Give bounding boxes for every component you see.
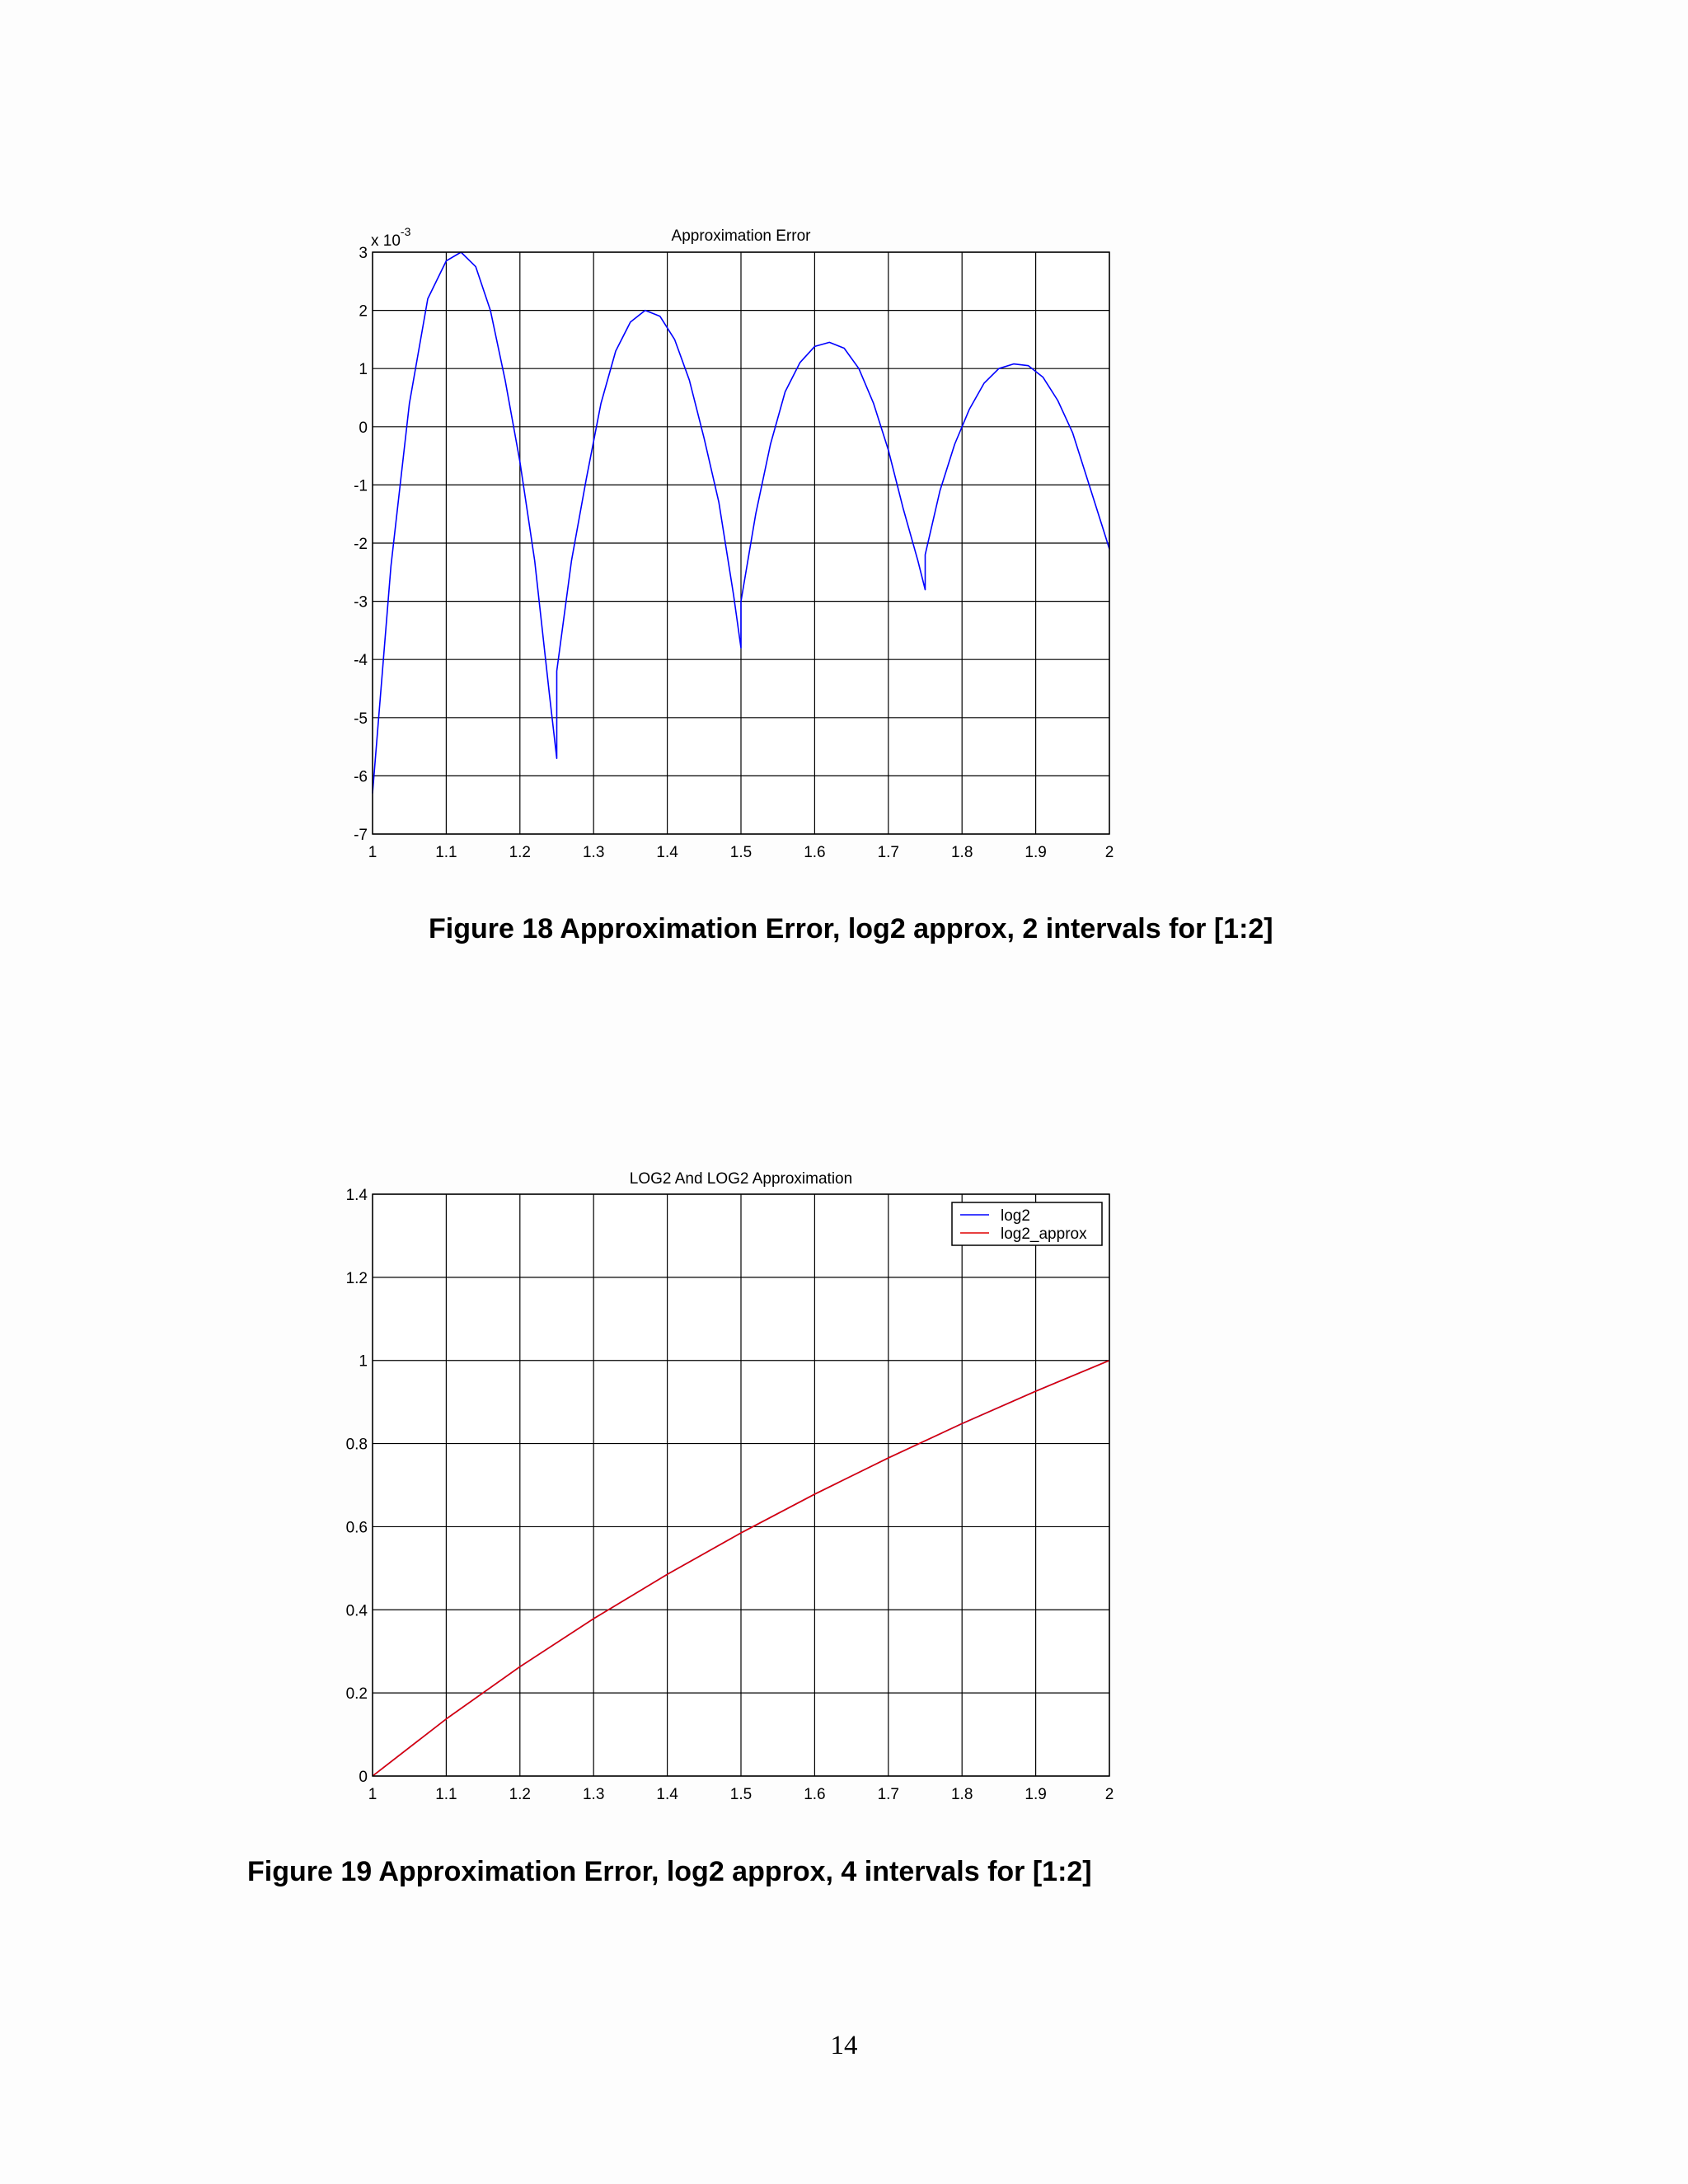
y-tick-label: 0.4: [345, 1602, 368, 1620]
y-tick-label: 1: [359, 361, 368, 379]
x-tick-label: 2: [1104, 1786, 1114, 1803]
x-tick-label: 1.6: [804, 1786, 826, 1803]
x-tick-label: 1.3: [582, 844, 605, 861]
y-multiplier: x $10^{-3}$: [371, 225, 411, 250]
y-tick-label: 3: [359, 245, 368, 262]
x-tick-label: 1.3: [582, 1786, 605, 1803]
x-tick-label: 1.4: [656, 844, 678, 861]
y-tick-label: -7: [354, 827, 368, 844]
x-tick-label: 1.4: [656, 1786, 678, 1803]
page-number: 14: [830, 2031, 858, 2060]
x-tick-label: 1.5: [729, 844, 753, 861]
y-tick-label: 0: [359, 1769, 368, 1786]
y-tick-label: -1: [354, 477, 368, 495]
y-tick-label: -5: [354, 710, 368, 728]
figure-18-caption: Figure 18 Approximation Error, log2 approx, 2 intervals for [1:2]: [429, 913, 1273, 944]
legend-label-log2: log2: [1001, 1207, 1030, 1225]
x-tick-label: 1.7: [877, 844, 900, 861]
x-tick-label: 1.9: [1025, 1786, 1047, 1803]
chart-title: LOG2 And LOG2 Approximation: [629, 1170, 853, 1188]
x-tick-label: 1.5: [729, 1786, 753, 1803]
y-tick-label: 1: [359, 1352, 368, 1371]
y-tick-label: 0.2: [345, 1685, 368, 1704]
y-tick-label: 1.4: [345, 1187, 368, 1204]
x-tick-label: 1.9: [1025, 844, 1047, 861]
y-tick-label: -2: [354, 536, 368, 553]
x-tick-label: 1.8: [950, 844, 973, 861]
x-tick-label: 1.1: [435, 844, 457, 861]
y-tick-label: 0.6: [345, 1519, 368, 1537]
x-tick-label: 1.8: [950, 1786, 973, 1803]
y-tick-label: 0: [359, 419, 368, 437]
legend-label-log2-approx: log2_approx: [1001, 1226, 1087, 1243]
x-tick-label: 1.7: [877, 1786, 900, 1803]
x-tick-label: 1.6: [804, 844, 826, 861]
x-tick-label: 1: [368, 1786, 377, 1803]
y-tick-label: 1.2: [345, 1269, 368, 1287]
y-tick-label: -3: [354, 593, 368, 612]
figure-19-caption: Figure 19 Approximation Error, log2 approx, 4 intervals for [1:2]: [247, 1856, 1092, 1887]
y-tick-label: 2: [359, 302, 368, 321]
x-tick-label: 1.2: [509, 844, 532, 861]
y-tick-label: -6: [354, 768, 368, 786]
x-tick-label: 2: [1104, 844, 1114, 861]
x-tick-label: 1.2: [509, 1786, 532, 1803]
y-tick-label: 0.8: [345, 1436, 368, 1454]
x-tick-label: 1.1: [435, 1786, 457, 1803]
y-tick-label: -4: [354, 652, 368, 670]
legend: [952, 1202, 1102, 1245]
chart-title: Approximation Error: [671, 227, 811, 245]
x-tick-label: 1: [368, 844, 377, 861]
